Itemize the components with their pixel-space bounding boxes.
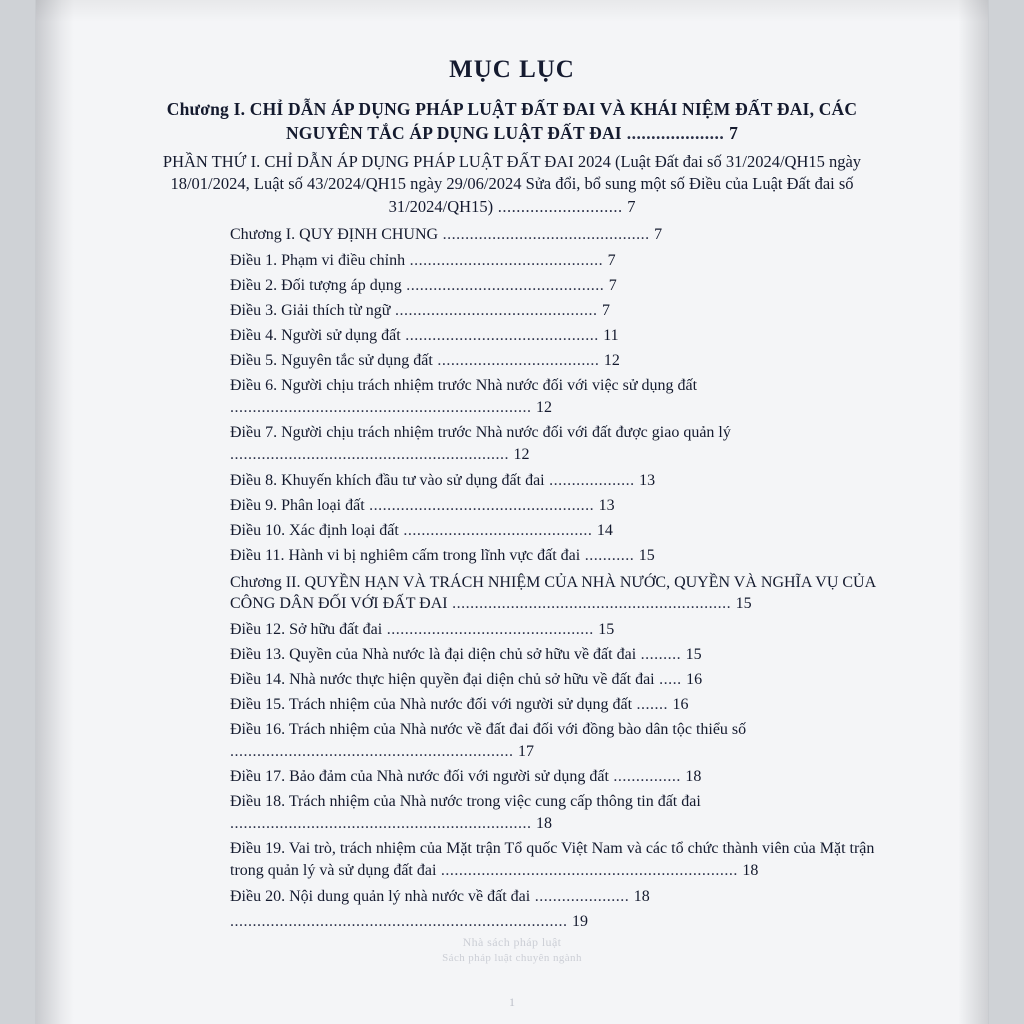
watermark-line-1: Nhà sách pháp luật	[462, 935, 562, 949]
toc-page-number: 7	[654, 226, 663, 244]
toc-page-number: 7	[607, 251, 616, 269]
toc-page-number: 12	[603, 352, 620, 370]
toc-entry-text: PHẦN THỨ I. CHỈ DẪN ÁP DỤNG PHÁP LUẬT ĐẤT ĐAI 2024 (Luật Đất đai số 31/2024/QH15 ngày 18/01/2024, Luật số 43/2024/QH15 ngày 29/06/2024 Sửa đổi, bổ sung một số Điều của Luật Đất đai số 31/2024/QH15)	[162, 151, 862, 216]
toc-leader-dots: ..........................................	[398, 521, 597, 539]
toc-page-number: 13	[639, 471, 656, 489]
toc-entry-text: Chương I. QUY ĐỊNH CHUNG	[230, 226, 439, 244]
toc-entry[interactable]	[230, 470, 880, 492]
toc-entry[interactable]	[230, 250, 880, 272]
toc-leader-dots: ...........................................	[405, 251, 608, 269]
toc-page-number: 18	[685, 768, 702, 786]
toc-page-number: 16	[672, 695, 689, 713]
toc-entry[interactable]	[230, 572, 880, 615]
toc-entry[interactable]	[230, 766, 880, 788]
toc-leader-dots: ...................	[544, 471, 640, 489]
toc-entry-text: Điều 5. Nguyên tắc sử dụng đất	[230, 352, 433, 370]
toc-leader-dots: ...................................................................	[230, 399, 536, 417]
toc-entry[interactable]	[230, 619, 880, 641]
toc-entry-text: Chương I. CHỈ DẪN ÁP DỤNG PHÁP LUẬT ĐẤT ĐAI VÀ KHÁI NIỆM ĐẤT ĐAI, CÁC NGUYÊN TẮC ÁP DỤNG LUẬT ĐẤT ĐAI	[166, 99, 858, 143]
toc-entry-text: Điều 15. Trách nhiệm của Nhà nước đối với người sử dụng đất	[230, 695, 633, 713]
toc-leader-dots: ...........	[580, 546, 639, 564]
toc-page-number: 15	[638, 546, 655, 564]
toc-page-number: 18	[742, 862, 759, 880]
toc-entry-text: Điều 20. Nội dung quản lý nhà nước về đất đai	[230, 887, 531, 905]
toc-entry[interactable]	[230, 886, 880, 908]
toc-entry[interactable]	[230, 911, 880, 933]
toc-entry-text: Điều 14. Nhà nước thực hiện quyền đại diện chủ sở hữu về đất đai	[230, 670, 655, 688]
toc-leader-dots: .....	[654, 670, 687, 688]
toc-entry-text: Điều 9. Phân loại đất	[230, 496, 365, 514]
toc-leader-dots: ...........................................................................	[230, 912, 572, 930]
toc-leader-dots: ....................	[621, 122, 730, 143]
toc-entry-list	[144, 98, 880, 933]
toc-entry[interactable]	[230, 495, 880, 517]
toc-leader-dots: ..............................................	[382, 620, 599, 638]
toc-body	[36, 98, 988, 933]
toc-entry[interactable]	[230, 224, 880, 245]
toc-page-number: 19	[572, 912, 588, 930]
toc-leader-dots: ...............	[608, 768, 686, 786]
toc-entry-text: Điều 1. Phạm vi điều chỉnh	[230, 251, 406, 269]
toc-entry-text: Điều 11. Hành vi bị nghiêm cấm trong lĩnh vực đất đai	[230, 546, 581, 564]
toc-leader-dots: ...................................................................	[230, 815, 536, 833]
toc-entry-text: Điều 18. Trách nhiệm của Nhà nước trong việc cung cấp thông tin đất đai	[230, 793, 701, 811]
toc-page-number: 18	[536, 815, 552, 833]
toc-entry-text: Điều 12. Sở hữu đất đai	[230, 620, 383, 638]
toc-page-number: 7	[729, 122, 739, 143]
toc-page-number: 15	[685, 645, 702, 663]
page-title: MỤC LỤC	[449, 56, 575, 83]
toc-leader-dots: ............................................	[401, 276, 609, 294]
toc-entry-text: Điều 19. Vai trò, trách nhiệm của Mặt trận Tổ quốc Việt Nam và các tổ chức thành viên của Mặt trận trong quản lý và sử dụng đất đai	[230, 840, 875, 880]
toc-entry[interactable]	[230, 520, 880, 542]
toc-entry-text: Điều 17. Bảo đảm của Nhà nước đối với người sử dụng đất	[230, 768, 609, 786]
toc-leader-dots: ...........................................	[400, 327, 604, 345]
toc-leader-dots: .........	[636, 645, 686, 663]
toc-entry[interactable]	[230, 838, 880, 882]
toc-page-number: 14	[596, 521, 613, 539]
toc-entry[interactable]	[230, 719, 880, 763]
watermark-line-2: Sách pháp luật chuyên ngành	[442, 952, 582, 964]
toc-page-number: 16	[686, 670, 703, 688]
page-folio: 1	[509, 995, 515, 1009]
toc-leader-dots: .......	[632, 695, 673, 713]
toc-leader-dots: ..................................................	[364, 496, 599, 514]
toc-page-number: 15	[598, 620, 615, 638]
toc-entry[interactable]	[230, 644, 880, 666]
toc-leader-dots: ..............................................................	[230, 446, 514, 464]
toc-page-number: 7	[627, 196, 636, 216]
toc-leader-dots: .............................................	[390, 301, 602, 319]
toc-page-number: 15	[735, 595, 752, 613]
toc-page-number: 18	[633, 887, 650, 905]
toc-entry-text: Điều 6. Người chịu trách nhiệm trước Nhà nước đối với việc sử dụng đất	[230, 377, 698, 395]
toc-entry-text: Điều 7. Người chịu trách nhiệm trước Nhà nước đối với đất được giao quản lý	[230, 424, 731, 442]
toc-entry[interactable]	[230, 300, 880, 322]
toc-leader-dots: ..............................................................	[447, 595, 736, 613]
toc-entry-text: Điều 3. Giải thích từ ngữ	[230, 301, 391, 319]
toc-leader-dots: .....................	[530, 887, 634, 905]
toc-entry[interactable]	[230, 422, 880, 466]
toc-page-number: 12	[536, 399, 552, 417]
toc-entry[interactable]	[162, 151, 862, 219]
toc-page-number: 7	[608, 276, 617, 294]
toc-entry-text: Điều 2. Đối tượng áp dụng	[230, 276, 402, 294]
toc-entry-text: Điều 10. Xác định loại đất	[230, 521, 399, 539]
toc-page-number: 17	[518, 743, 534, 761]
book-page	[36, 0, 988, 1024]
toc-entry[interactable]	[230, 350, 880, 372]
toc-entry[interactable]	[144, 98, 880, 146]
toc-entry-text: Điều 16. Trách nhiệm của Nhà nước về đất đai đối với đồng bào dân tộc thiểu số	[230, 721, 747, 739]
toc-leader-dots: ...............................................................	[230, 743, 518, 761]
toc-page-number: 7	[601, 301, 610, 319]
toc-entry[interactable]	[230, 375, 880, 419]
toc-leader-dots: ..................................................................	[436, 862, 743, 880]
toc-page-number: 12	[513, 446, 530, 464]
toc-page-number: 11	[603, 327, 619, 345]
page-sheet	[36, 0, 988, 1024]
toc-entry-text: Điều 8. Khuyến khích đầu tư vào sử dụng đất đai	[230, 471, 545, 489]
toc-entry[interactable]	[230, 669, 880, 691]
toc-entry[interactable]	[230, 791, 880, 835]
toc-entry-text: Điều 13. Quyền của Nhà nước là đại diện chủ sở hữu về đất đai	[230, 645, 637, 663]
toc-leader-dots: ....................................	[432, 352, 604, 370]
toc-entry[interactable]	[230, 275, 880, 297]
toc-entry-text: Chương II. QUYỀN HẠN VÀ TRÁCH NHIỆM CỦA NHÀ NƯỚC, QUYỀN VÀ NGHĨA VỤ CỦA CÔNG DÂN ĐỐI VỚI ĐẤT ĐAI	[230, 573, 876, 613]
toc-entry[interactable]	[230, 325, 880, 347]
toc-entry[interactable]	[230, 545, 880, 567]
toc-leader-dots: ..............................................	[438, 226, 655, 244]
toc-entry-text: Điều 4. Người sử dụng đất	[230, 327, 401, 345]
toc-leader-dots: ...........................	[493, 196, 628, 216]
toc-entry[interactable]	[230, 694, 880, 716]
watermark	[36, 935, 988, 964]
toc-page-number: 13	[598, 496, 615, 514]
